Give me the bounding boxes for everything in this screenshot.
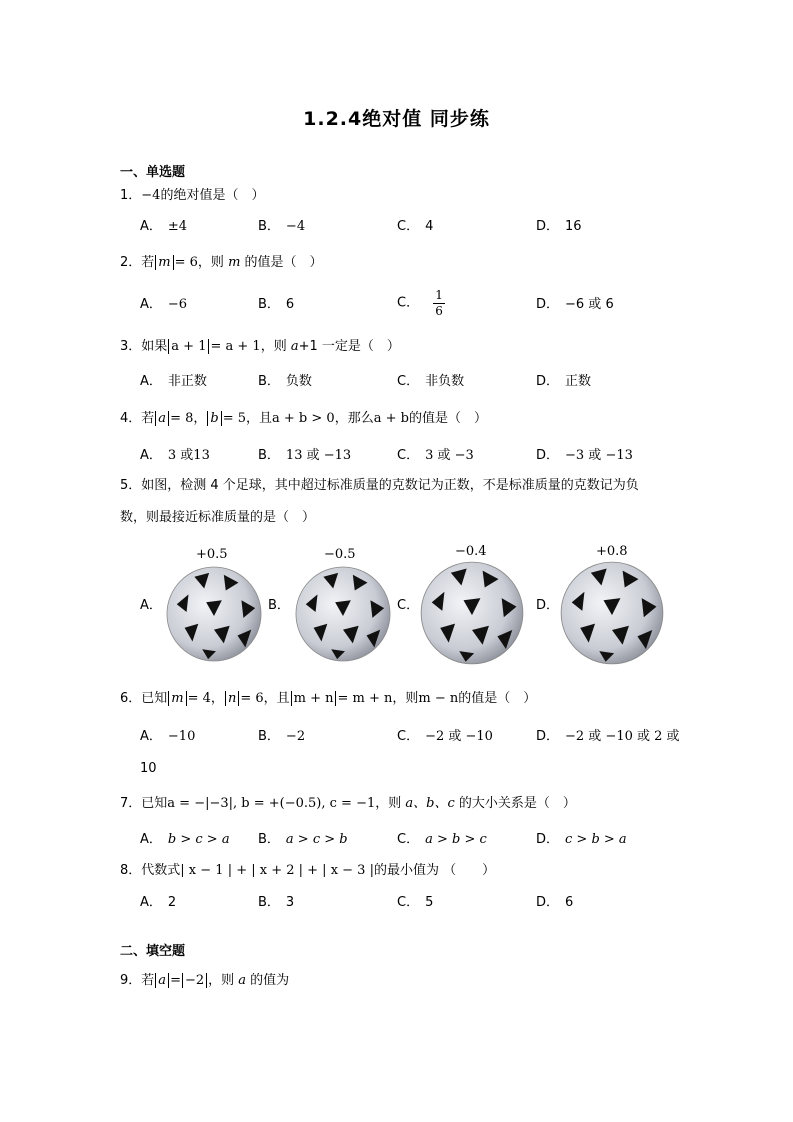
option-b: B． 6 [258,297,295,312]
option-b: B． a > c > b [258,832,348,847]
option-b: B． −2 [258,729,306,744]
question-text: 的绝对值是（ ） [160,188,265,203]
option-c: C． 4 [397,219,434,234]
question-7: 7．已知a = −|−3|, b = +(−0.5), c = −1，则 a、b、c 的大小关系是（ ） [120,796,576,811]
option-d: D． −6 或 6 [536,297,614,312]
question-5: 5．如图，检测 4 个足球，其中超过标准质量的克数记为正数，不是标准质量的克数记为负 数，则最接近标准质量的是（ ） [120,478,639,525]
option-d: D． 正数 [536,374,592,389]
option-d-continued: 10 [140,761,157,776]
option-b: B． 3 [258,895,295,910]
question-1 [120,187,264,205]
page-title: 1.2.4绝对值 同步练 [303,108,490,130]
option-b: B． [268,598,290,613]
option-b: B． 13 或 −13 [258,448,352,463]
soccer-ball-icon [163,565,265,663]
question-3: 3．如果 a + 1 = a + 1，则 a+1 一定是（ ） [120,339,400,354]
option-d: D． [536,598,560,613]
ball-label-a: +0.5 [196,547,228,562]
section-heading-single-choice: 一、单选题 [120,165,186,180]
absolute-value: m [155,255,173,270]
section-heading-fill-in: 二、填空题 [120,944,186,959]
option-a: A． −10 [140,729,196,744]
math-expression: −4 [141,188,161,203]
option-d: D． 6 [536,895,574,910]
question-9: 9．若 a = −2 ，则 a 的值为 [120,973,290,988]
question-6: 6．已知 m = 4， n = 6，且 m + n = m + n，则m − n的值是（ ） [120,691,537,706]
option-d: D． c > b > a [536,832,627,847]
option-c: C． [397,598,420,613]
ball-label-b: −0.5 [324,547,356,562]
soccer-ball-icon [292,565,394,663]
option-a: A． b > c > a [140,832,230,847]
option-a: A． ±4 [140,219,188,234]
option-d: D． −2 或 −10 或 2 或 [536,729,680,744]
absolute-value: a + 1 [168,339,209,354]
question-8: 8．代数式| x − 1 | + | x + 2 | + | x − 3 |的最小值为 （ ） [120,863,496,878]
option-c: C． 3 或 −3 [397,448,474,463]
option-b: B． 负数 [258,374,312,389]
option-d: D． 16 [536,219,582,234]
ball-label-d: +0.8 [596,544,628,559]
option-c: C． −2 或 −10 [397,729,493,744]
option-d: D． −3 或 −13 [536,448,633,463]
option-a: A． 3 或13 [140,448,210,463]
option-c: C． a > b > c [397,832,487,847]
question-number: 1． [120,188,142,203]
question-2: 2．若 m = 6，则 m 的值是（ ） [120,255,323,270]
option-a: A． 非正数 [140,374,207,389]
fraction: $\frac{1}{6}$ [435,288,443,318]
question-4: 4．若 a = 8， b = 5，且a + b > 0，那么a + b的值是（ ） [120,411,487,426]
option-b: B． −4 [258,219,306,234]
soccer-ball-icon [418,560,526,666]
ball-label-c: −0.4 [455,544,487,559]
option-c: C． $\frac{1}{6}$ [397,288,443,318]
option-c: C． 5 [397,895,434,910]
option-a: A． −6 [140,297,188,312]
option-a: A． [140,598,162,613]
option-a: A． 2 [140,895,177,910]
option-c: C． 非负数 [397,374,465,389]
soccer-ball-icon [558,560,666,666]
